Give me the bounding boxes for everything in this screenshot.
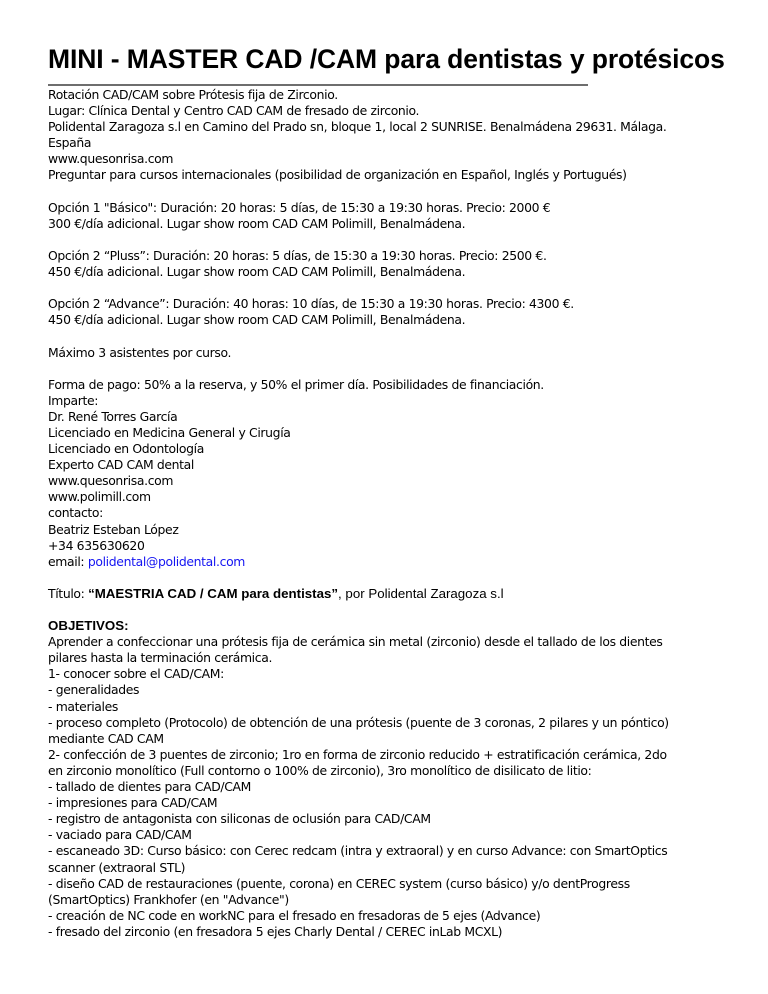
spacer xyxy=(48,361,748,377)
spacer xyxy=(48,184,748,200)
objective-line: 2- confección de 3 puentes de zirconio; 1ro en forma de zirconio reducido + estratificación cerámica, 2do xyxy=(48,746,667,762)
objective-line: - creación de NC code en workNC para el fresado en fresadoras de 5 ejes (Advance) xyxy=(48,907,541,923)
intro-line: España xyxy=(48,135,92,151)
course-title-row xyxy=(48,586,748,602)
objective-line: (SmartOptics) Frankhofer (en "Advance") xyxy=(48,891,289,907)
spacer xyxy=(48,602,748,618)
contact-email-row xyxy=(48,554,748,570)
objective-line: - escaneado 3D: Curso básico: con Cerec redcam (intra y extraoral) y en curso Advance: con SmartOptics xyxy=(48,843,668,859)
spacer xyxy=(48,570,748,586)
course-title-name: “MAESTRIA CAD / CAM para dentistas” xyxy=(88,585,339,601)
email-link[interactable]: polidental@polidental.com xyxy=(87,553,246,569)
objective-line: - impresiones para CAD/CAM xyxy=(48,795,218,811)
intro-line: Polidental Zaragoza s.l en Camino del Prado sn, bloque 1, local 2 SUNRISE. Benalmádena 29631. Málaga. xyxy=(48,119,667,135)
intro-line: Rotación CAD/CAM sobre Prótesis fija de Zirconio. xyxy=(48,87,338,102)
contact-label: contacto: xyxy=(48,505,103,521)
instructor-label: Imparte: xyxy=(48,392,99,408)
objective-line: - tallado de dientes para CAD/CAM xyxy=(48,779,252,795)
course-title-by: , por Polidental Zaragoza s.l xyxy=(338,585,504,601)
max-attendees: Máximo 3 asistentes por curso. xyxy=(48,344,232,360)
objectives-summary: Aprender a confeccionar una prótesis fija de cerámica sin metal (zirconio) desde el tallado de los dientes xyxy=(48,634,663,650)
option-line: 450 €/día adicional. Lugar show room CAD CAM Polimill, Benalmádena. xyxy=(48,264,466,280)
option-line: Opción 2 “Pluss”: Duración: 20 horas: 5 días, de 15:30 a 19:30 horas. Precio: 2500 €. xyxy=(48,247,547,263)
instructor-section xyxy=(48,393,748,506)
instructor-name: Dr. René Torres García xyxy=(48,408,178,424)
website-quesonrisa: www.quesonrisa.com xyxy=(48,473,174,489)
contact-phone: +34 635630620 xyxy=(48,537,145,553)
objective-line: mediante CAD CAM xyxy=(48,730,164,746)
option-line: Opción 1 "Básico": Duración: 20 horas: 5 días, de 15:30 a 19:30 horas. Precio: 2000 € xyxy=(48,199,551,215)
spacer xyxy=(48,280,748,296)
option-basico xyxy=(48,200,748,232)
contact-section xyxy=(48,505,748,569)
objective-line: - fresado del zirconio (en fresadora 5 ejes Charly Dental / CEREC inLab MCXL) xyxy=(48,923,503,939)
instructor-credential: Licenciado en Medicina General y Cirugía xyxy=(48,424,291,440)
objective-line: 1- conocer sobre el CAD/CAM: xyxy=(48,666,224,682)
spacer xyxy=(48,232,748,248)
instructor-credential: Licenciado en Odontología xyxy=(48,441,204,457)
page-title: MINI - MASTER CAD /CAM para dentistas y protésicos xyxy=(48,44,725,74)
option-advance xyxy=(48,296,748,328)
objective-line: en zirconio monolítico (Full contorno o 100% de zirconio), 3ro monolítico de disilicato de litio: xyxy=(48,762,592,778)
objective-line: - materiales xyxy=(48,698,119,714)
intro-line: Lugar: Clínica Dental y Centro CAD CAM de fresado de zirconio. xyxy=(48,103,420,119)
email-label: email: xyxy=(48,553,85,569)
spacer xyxy=(48,328,748,344)
objective-line: - vaciado para CAD/CAM xyxy=(48,827,192,843)
document-body xyxy=(48,87,748,940)
objectives-heading: OBJETIVOS: xyxy=(48,618,129,634)
objective-line: scanner (extraoral STL) xyxy=(48,859,186,875)
option-line: Opción 2 “Advance”: Duración: 40 horas: 10 días, de 15:30 a 19:30 horas. Precio: 4300 €. xyxy=(48,296,574,312)
intro-section xyxy=(48,87,748,184)
option-pluss xyxy=(48,248,748,280)
document-page xyxy=(48,0,748,940)
title-divider xyxy=(48,84,588,86)
objectives-summary: pilares hasta la terminación cerámica. xyxy=(48,650,273,666)
instructor-credential: Experto CAD CAM dental xyxy=(48,457,195,473)
contact-name: Beatriz Esteban López xyxy=(48,521,179,537)
intro-line: Preguntar para cursos internacionales (posibilidad de organización en Español, Inglés y Portugués) xyxy=(48,167,627,183)
objective-line: - generalidades xyxy=(48,682,140,698)
intro-website: www.quesonrisa.com xyxy=(48,151,174,167)
payment-terms: Forma de pago: 50% a la reserva, y 50% el primer día. Posibilidades de financiación. xyxy=(48,376,544,392)
option-line: 450 €/día adicional. Lugar show room CAD CAM Polimill, Benalmádena. xyxy=(48,312,466,328)
objective-line: - diseño CAD de restauraciones (puente, corona) en CEREC system (curso básico) y/o dentProgress xyxy=(48,875,630,891)
option-line: 300 €/día adicional. Lugar show room CAD CAM Polimill, Benalmádena. xyxy=(48,215,466,231)
objective-line: - proceso completo (Protocolo) de obtención de una prótesis (puente de 3 coronas, 2 pilares y un póntico) xyxy=(48,714,669,730)
objective-line: - registro de antagonista con siliconas de oclusión para CAD/CAM xyxy=(48,811,431,827)
objectives-section xyxy=(48,618,748,940)
course-title-label: Título: xyxy=(48,585,85,601)
website-polimill: www.polimill.com xyxy=(48,489,151,505)
